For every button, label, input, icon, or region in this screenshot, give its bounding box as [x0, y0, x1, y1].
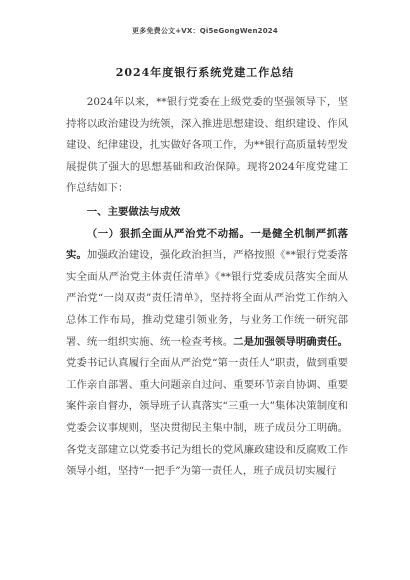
item-1-text: 加强政治建设，强化政治担当，严格按照《**银行党委落实全面从严治党主体责任清单》《**银行党委成员落实全面从严治党“一岗双责”责任清单》，坚持将全面从严治党工作纳入总体工作布局，推动党建引领业务，与业务工作统一研究部署、统一组织实施、统一检查考核。: [66, 249, 349, 348]
item-2-heading: 二是加强领导明确责任。: [233, 335, 349, 348]
header-note: 更多免费公文+VX：Qi5eGongWen2024: [132, 27, 278, 35]
document-title: 2024年度银行系统党建工作总结: [115, 66, 295, 79]
document-body: [66, 92, 348, 483]
intro-paragraph: 2024年以来，**银行党委在上级党委的坚强领导下，坚持将以政治建设为统领，深入推进思想建设、组织建设、作风建设、纪律建设，扎实做好各项工作，为**银行高质量转型发展提供了强大的思想基础和政治保障。现将2024年度党建工作总结如下：: [66, 96, 348, 195]
item-2-text: 党委书记认真履行全面从严治党“第一责任人”职责，做到重要工作亲自部署、重大问题亲自过问、重要环节亲自协调、重要案件亲自督办，领导班子认真落实“三重一大”集体决策制度和党委会议事规则，坚决贯彻民主集中制，班子成员分工明确。各党支部建立以党委书记为组长的党风廉政建设和反腐败工作领导小组，坚持“一把手”为第一责任人，班子成员切实履行: [66, 357, 348, 478]
item-1-heading: （一）狠抓全面从严治党不动摇。一是健全机制严抓落实。: [66, 227, 348, 262]
section-heading-1: 一、主要做法与成效: [86, 205, 181, 218]
item-1-paragraph: [66, 224, 348, 483]
